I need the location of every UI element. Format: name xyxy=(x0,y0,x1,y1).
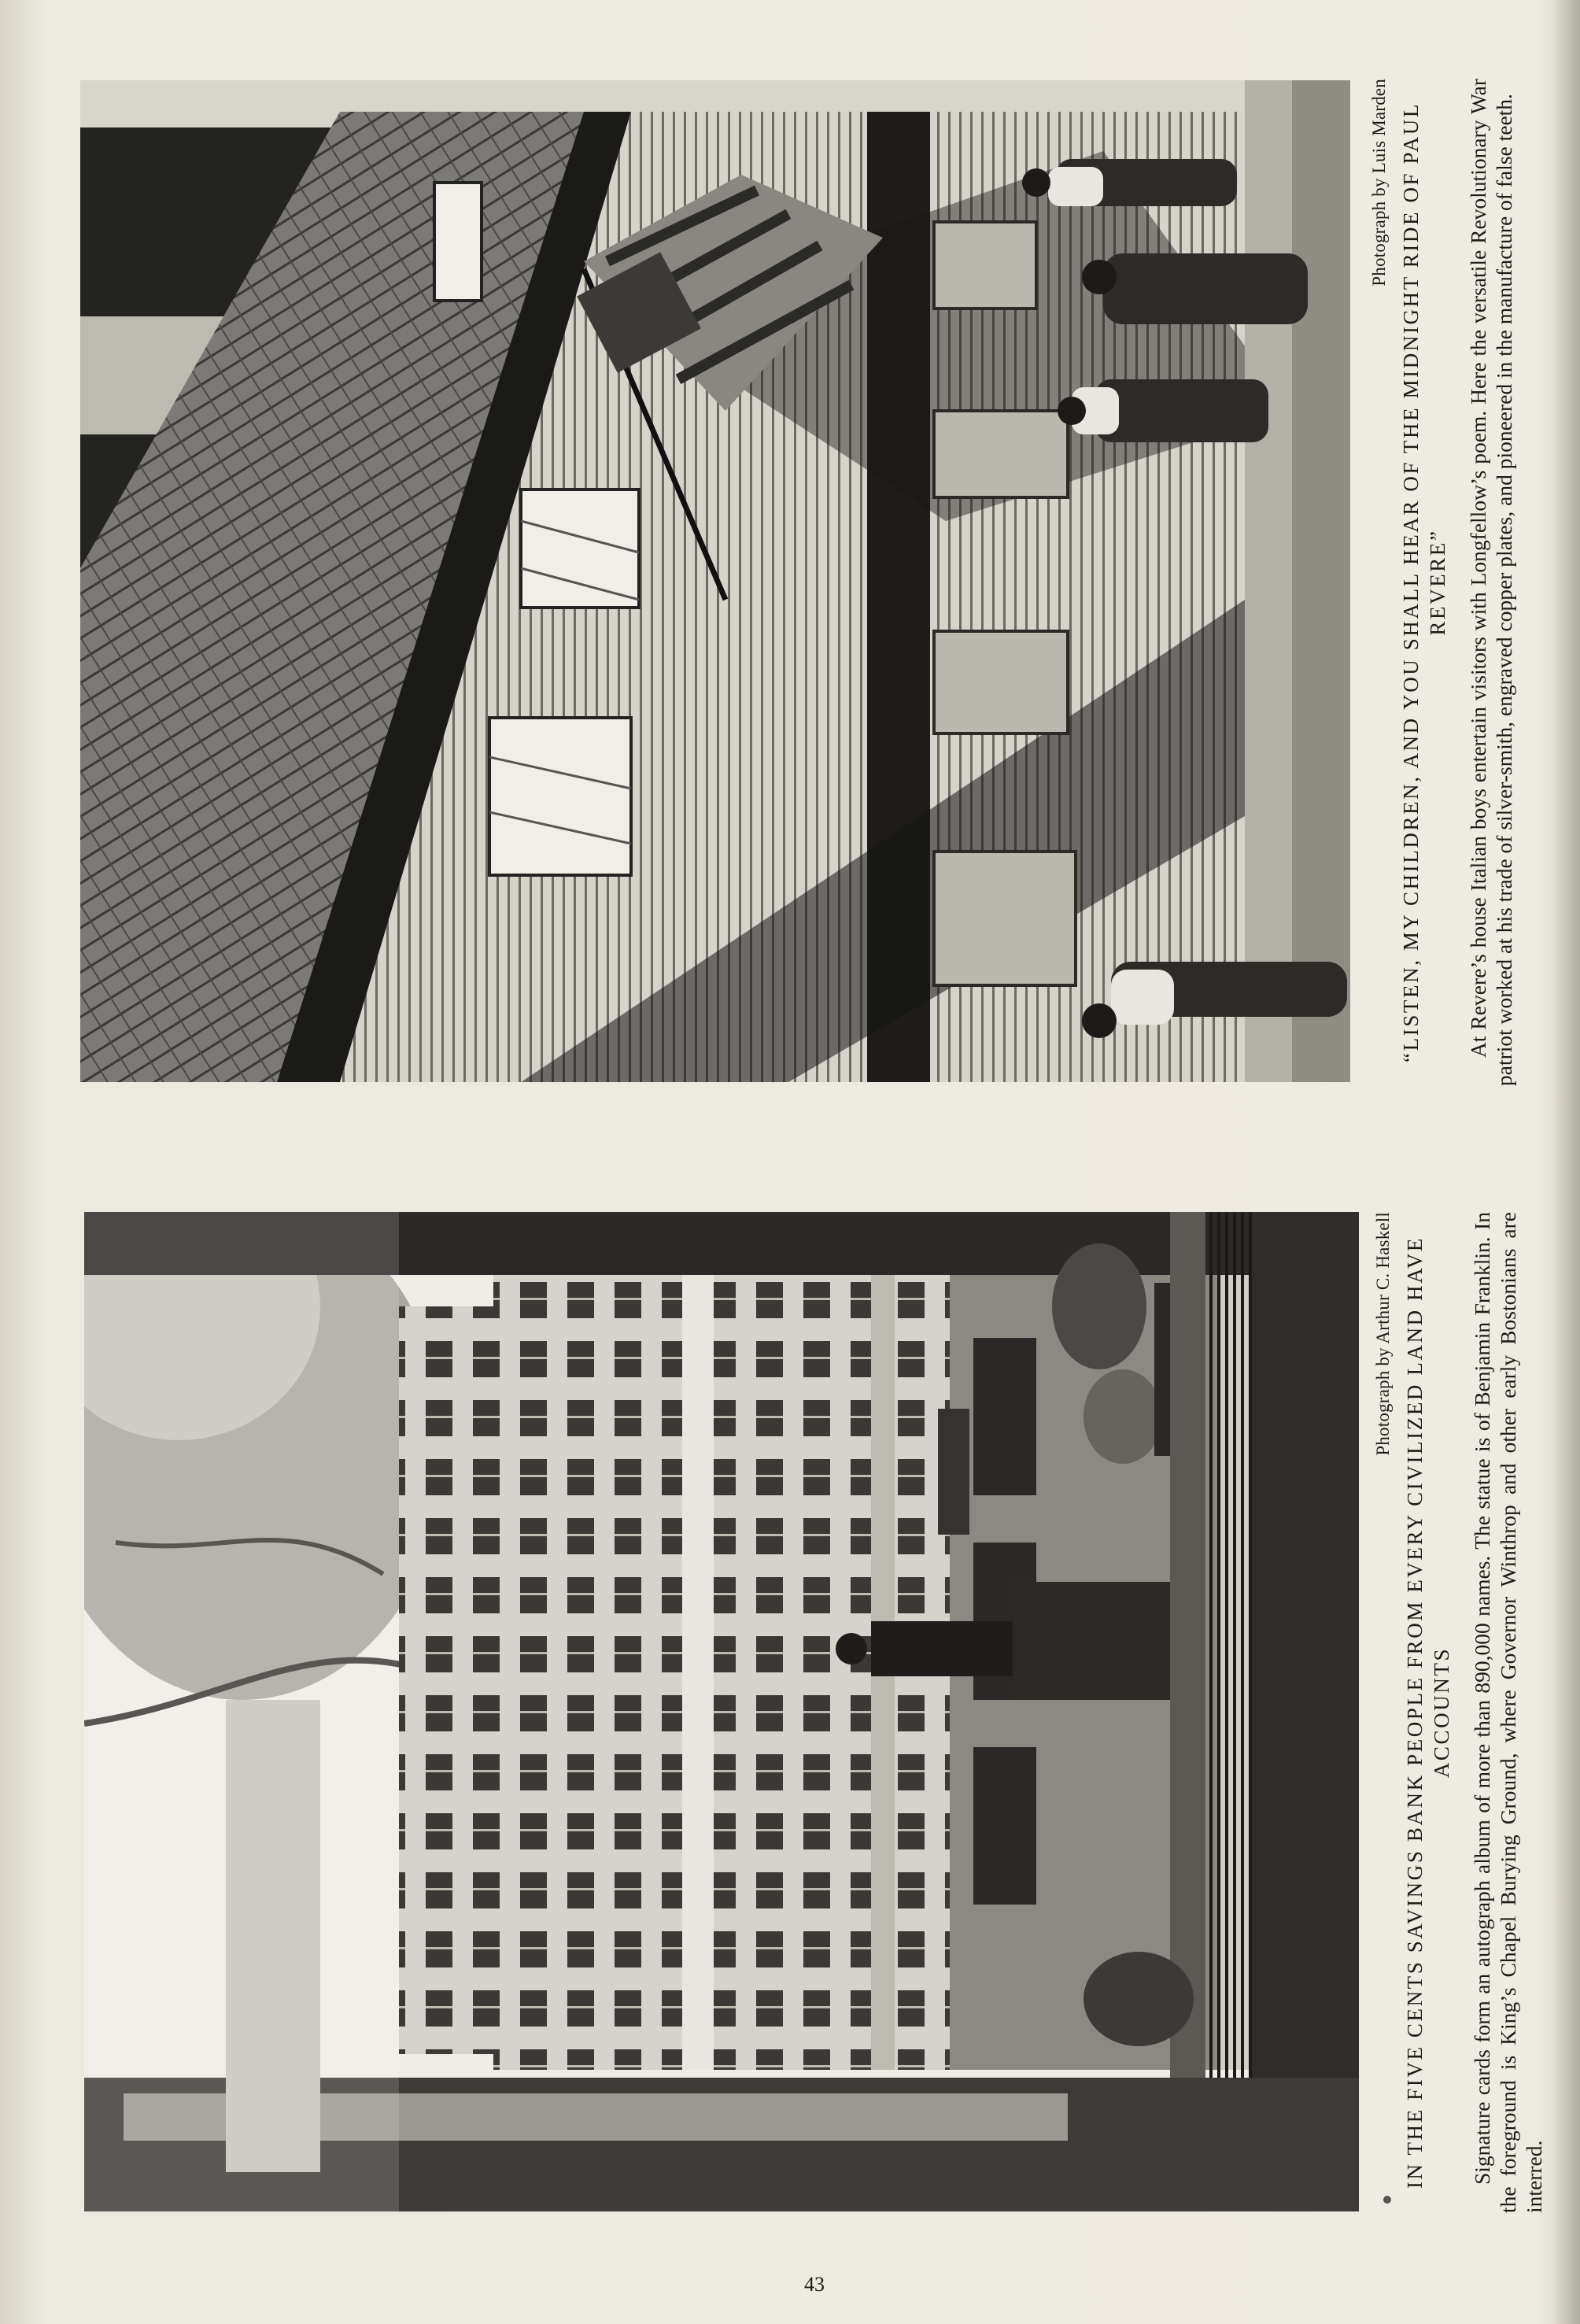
caption-headline: “LISTEN, MY CHILDREN, AND YOU SHALL HEAR OF THE MIDNIGHT RIDE OF PAUL REVERE” xyxy=(1399,102,1449,1062)
caption-body: At Revere’s house Italian boys entertain visitors with Longfellow’s poem. Here the versatile Revolutionary War patriot worked at his trade of silver-smith, engraved copper plates, and pioneered in the manufacture of false teeth. xyxy=(1466,79,1516,1086)
savings-bank-photo xyxy=(84,1212,1359,2211)
photo-credit: Photograph by Luis Marden xyxy=(1369,79,1389,286)
paul-revere-house-photo xyxy=(80,80,1350,1082)
savings-bank-image xyxy=(84,1212,1359,2211)
caption-headline: IN THE FIVE CENTS SAVINGS BANK PEOPLE FROM EVERY CIVILIZED LAND HAVE ACCOUNTS xyxy=(1403,1236,1453,2189)
page-number: 43 xyxy=(804,2273,825,2296)
revere-caption-block xyxy=(1369,79,1558,1086)
paul-revere-house-image xyxy=(80,80,1350,1082)
caption-body: Signature cards form an autograph album of more than 890,000 names. The statue is of Benjamin Franklin. In the foreground is King’s Chapel Burying Ground, where Governor Winthrop and other early Bostonians are interred. xyxy=(1470,1212,1546,2213)
photo-credit: Photograph by Arthur C. Haskell xyxy=(1373,1212,1393,1456)
paper-speck xyxy=(1383,2196,1391,2204)
bank-caption-block xyxy=(1373,1212,1562,2213)
